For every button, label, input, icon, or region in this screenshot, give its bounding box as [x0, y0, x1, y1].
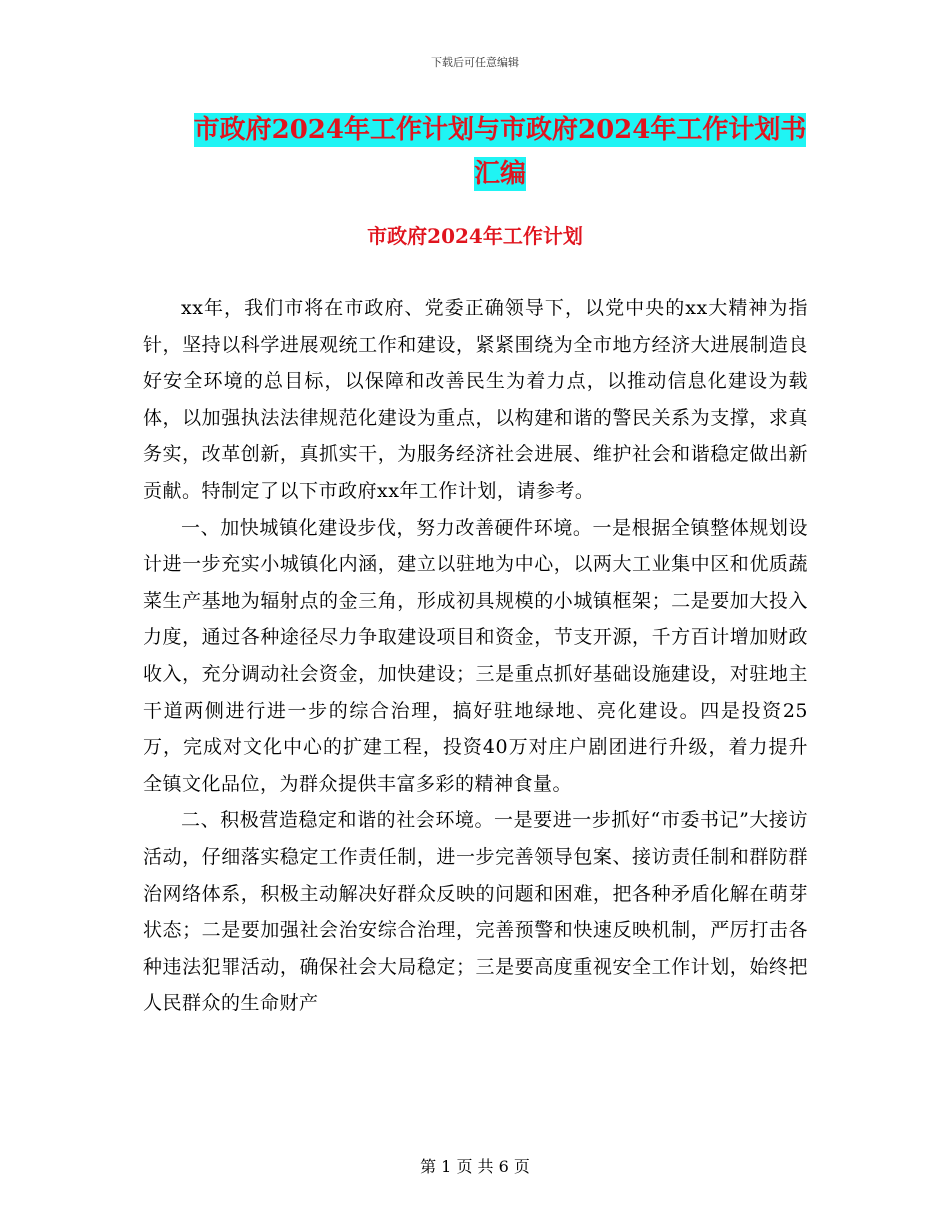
document-main-title — [140, 108, 860, 196]
header-note: 下载后可任意编辑 — [431, 56, 519, 69]
page-number: 第 1 页 共 6 页 — [420, 1157, 530, 1176]
paragraph-intro: xx年，我们市将在市政府、党委正确领导下，以党中央的xx大精神为指针，坚持以科学进展观统工作和建设，紧紧围绕为全市地方经济大进展制造良好安全环境的总目标，以保障和改善民生为着力点，以推动信息化建设为载体，以加强执法法律规范化建设为重点，以构建和谐的警民关系为支撑，求真务实，改革创新，真抓实干，为服务经济社会进展、维护社会和谐稳定做出新贡献。特制定了以下市政府xx年工作计划，请参考。 — [143, 297, 808, 502]
paragraph-item-1: 一、加快城镇化建设步伐，努力改善硬件环境。一是根据全镇整体规划设计进一步充实小城镇化内涵，建立以驻地为中心，以两大工业集中区和优质蔬菜生产基地为辐射点的金三角，形成初具规模的小城镇框架；二是要加大投入力度，通过各种途径尽力争取建设项目和资金，节支开源，千方百计增加财政收入，充分调动社会资金，加快建设；三是重点抓好基础设施建设，对驻地主干道两侧进行进一步的综合治理，搞好驻地绿地、亮化建设。四是投资25万，完成对文化中心的扩建工程，投资40万对庄户剧团进行升级，着力提升全镇文化品位，为群众提供丰富多彩的精神食量。 — [143, 516, 808, 795]
section-title: 市政府2024年工作计划 — [367, 224, 583, 248]
main-title-line-2: 汇编 — [473, 159, 526, 189]
main-title-line-1: 市政府2024年工作计划与市政府2024年工作计划书 — [193, 115, 807, 145]
paragraph-item-2: 二、积极营造稳定和谐的社会环境。一是要进一步抓好“市委书记”大接访活动，仔细落实稳定工作责任制，进一步完善领导包案、接访责任制和群防群治网络体系，积极主动解决好群众反映的问题和困难，把各种矛盾化解在萌芽状态；二是要加强社会治安综合治理，完善预警和快速反映机制，严厉打击各种违法犯罪活动，确保社会大局稳定；三是要高度重视安全工作计划，始终把人民群众的生命财产 — [143, 809, 808, 1015]
document-body — [143, 290, 808, 1022]
